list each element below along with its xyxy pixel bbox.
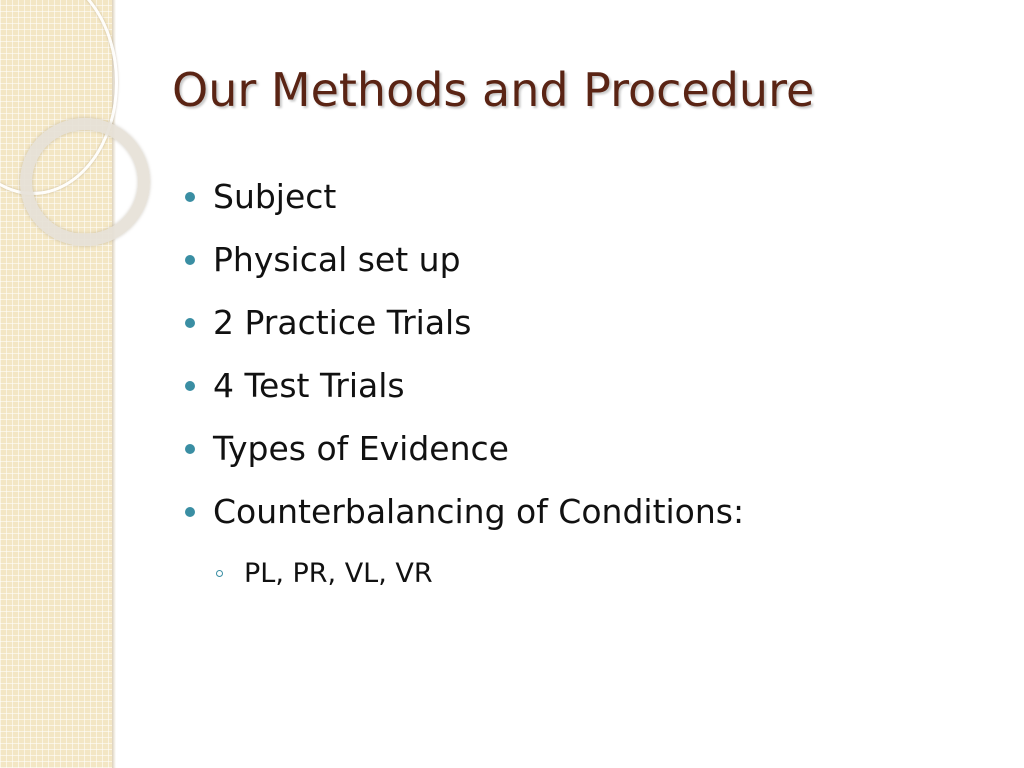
bullet-text: 2 Practice Trials: [213, 303, 472, 342]
decorative-ring-small: [20, 118, 150, 246]
bullet-text: Types of Evidence: [213, 429, 509, 468]
bullet-text: Subject: [213, 177, 337, 216]
bullet-dot-icon: [185, 318, 195, 328]
bullet-item: [185, 176, 744, 239]
bullet-item: [185, 428, 744, 491]
sub-bullet-list: [216, 556, 433, 592]
bullet-item: [185, 365, 744, 428]
sub-bullet-item: [216, 556, 433, 592]
hollow-circle-icon: [216, 570, 223, 577]
bullet-item: [185, 302, 744, 365]
bullet-item: [185, 239, 744, 302]
bullet-dot-icon: [185, 381, 195, 391]
bullet-dot-icon: [185, 507, 195, 517]
slide-title: Our Methods and Procedure: [172, 63, 815, 117]
bullet-item: [185, 491, 744, 554]
bullet-dot-icon: [185, 255, 195, 265]
bullet-text: Physical set up: [213, 240, 461, 279]
bullet-list: [185, 176, 744, 554]
bullet-dot-icon: [185, 444, 195, 454]
bullet-dot-icon: [185, 192, 195, 202]
bullet-text: 4 Test Trials: [213, 366, 405, 405]
bullet-text: Counterbalancing of Conditions:: [213, 492, 745, 531]
sub-bullet-text: PL, PR, VL, VR: [244, 558, 433, 589]
